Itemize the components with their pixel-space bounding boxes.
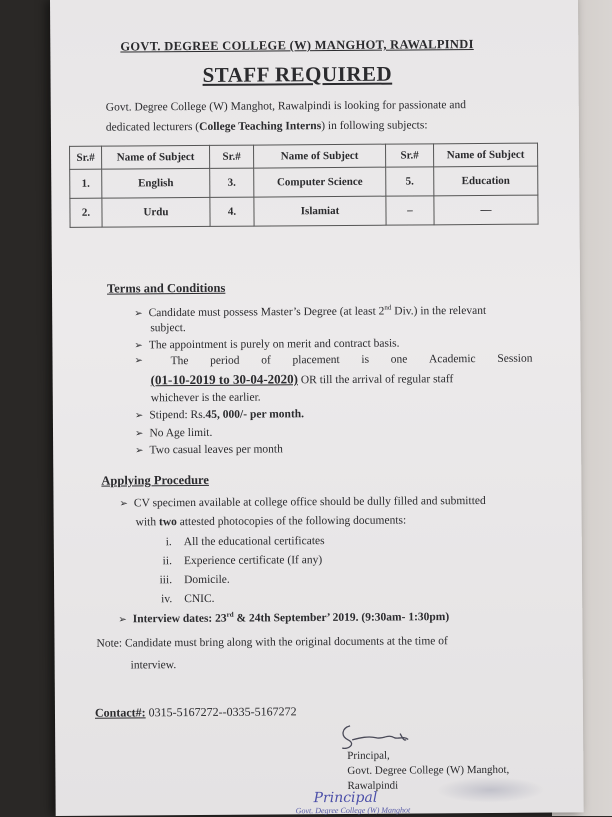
terms-word: The bbox=[170, 355, 189, 368]
table-header-cell: Name of Subject bbox=[102, 145, 210, 169]
stipend-amount: 45, 000/- per month. bbox=[205, 408, 305, 421]
terms-text: Div.) in the relevant bbox=[391, 304, 487, 318]
terms-word: period bbox=[210, 354, 240, 367]
table-row bbox=[70, 195, 538, 227]
contact-label: Contact#: bbox=[94, 705, 146, 720]
doc-text: Experience certificate (If any) bbox=[183, 554, 323, 568]
doc-text: All the educational certificates bbox=[183, 535, 325, 549]
doc-number: ii. bbox=[162, 555, 172, 568]
table-cell: 4. bbox=[210, 197, 254, 226]
principal-stamp: Principal bbox=[313, 789, 378, 807]
terms-word: is bbox=[361, 353, 370, 366]
terms-item-stipend bbox=[135, 408, 304, 421]
intro-bold-role: College Teaching Interns bbox=[199, 120, 322, 133]
table-header-cell: Sr.# bbox=[386, 144, 434, 167]
procedure-text: attested photocopies of the following documents: bbox=[176, 514, 407, 529]
interview-text: & 24th September’ 2019. (9:30am- 1:30pm) bbox=[233, 611, 450, 625]
contact-numbers: 0315-5167272--0335-5167272 bbox=[145, 704, 297, 720]
college-header: GOVT. DEGREE COLLEGE (W) MANGHOT, RAWALPINDI bbox=[120, 37, 474, 54]
table-header-cell: Name of Subject bbox=[254, 144, 386, 168]
terms-word: Session bbox=[497, 352, 533, 365]
doc-number: i. bbox=[165, 536, 172, 549]
table-cell: 2. bbox=[70, 198, 102, 227]
doc-item bbox=[142, 593, 214, 606]
terms-item-merit bbox=[134, 338, 399, 352]
doc-number: iii. bbox=[159, 574, 173, 587]
note-line-2: interview. bbox=[130, 659, 177, 672]
note-line-1: Note: Candidate must bring along with the original documents at the time of bbox=[96, 635, 448, 650]
terms-word: Academic bbox=[428, 353, 476, 366]
doc-item bbox=[142, 554, 322, 567]
terms-word: of bbox=[261, 354, 271, 367]
arrow-bullet-icon: ➢ bbox=[135, 445, 144, 457]
table-row bbox=[70, 166, 538, 198]
contact-line bbox=[95, 704, 297, 720]
terms-text: No Age limit. bbox=[149, 426, 213, 440]
terms-text: OR till the arrival of regular staff bbox=[297, 373, 454, 387]
procedure-text: CV specimen available at college office should be dully filled and submitted bbox=[133, 494, 486, 510]
terms-text: Stipend: Rs. bbox=[149, 408, 206, 422]
signatory-title: Principal, bbox=[347, 749, 390, 762]
intro-line-1: Govt. Degree College (W) Manghot, Rawalpindi is looking for passionate and bbox=[105, 99, 467, 114]
table-header-cell: Sr.# bbox=[70, 146, 102, 169]
redacted-area bbox=[435, 777, 545, 804]
table-cell: Urdu bbox=[102, 197, 210, 227]
table-cell: Education bbox=[434, 166, 538, 196]
terms-text: The appointment is purely on merit and contract basis. bbox=[148, 337, 400, 352]
table-cell: Islamiat bbox=[254, 196, 386, 226]
table-cell: 3. bbox=[210, 168, 254, 197]
subjects-table bbox=[69, 143, 539, 228]
arrow-bullet-icon: ➢ bbox=[134, 308, 143, 320]
signatory-city: Rawalpindi bbox=[347, 779, 399, 792]
table-cell: 1. bbox=[70, 169, 102, 198]
arrow-bullet-icon: ➢ bbox=[119, 498, 128, 510]
arrow-bullet-icon: ➢ bbox=[134, 340, 143, 352]
doc-number: iv. bbox=[161, 593, 173, 606]
superscript: rd bbox=[226, 610, 234, 619]
page-title: STAFF REQUIRED bbox=[202, 61, 393, 87]
terms-item-degree bbox=[134, 303, 486, 319]
terms-item-session bbox=[134, 353, 532, 368]
terms-item-session-dates bbox=[151, 370, 454, 388]
terms-text: Candidate must possess Master’s Degree (at least 2 bbox=[148, 305, 385, 320]
table-cell: — bbox=[434, 195, 538, 225]
table-header-cell: Name of Subject bbox=[434, 143, 538, 167]
terms-text: Two casual leaves per month bbox=[149, 443, 283, 457]
table-cell: Computer Science bbox=[254, 167, 386, 197]
doc-text: CNIC. bbox=[184, 592, 215, 606]
table-header-row bbox=[70, 143, 538, 169]
table-header-cell: Sr.# bbox=[210, 145, 254, 168]
intro-text-end: ) in following subjects: bbox=[321, 119, 428, 133]
intro-line-2 bbox=[106, 119, 428, 133]
procedure-heading: Applying Procedure bbox=[101, 472, 209, 488]
arrow-bullet-icon: ➢ bbox=[134, 428, 144, 440]
terms-word: one bbox=[390, 353, 408, 366]
doc-text: Domicile. bbox=[184, 573, 230, 587]
procedure-item-cv-cont bbox=[136, 515, 407, 529]
superscript: nd bbox=[384, 303, 392, 312]
terms-item-leaves bbox=[135, 443, 283, 456]
terms-word: placement bbox=[292, 353, 340, 367]
stamp-subtext: Govt. Degree College (W) Manghot bbox=[295, 805, 411, 816]
doc-item bbox=[142, 574, 230, 587]
session-dates: (01-10-2019 to 30-04-2020) bbox=[150, 371, 299, 388]
terms-item-session-end: whichever is the earlier. bbox=[150, 391, 261, 405]
procedure-bold: two bbox=[158, 516, 177, 529]
table-cell: 5. bbox=[386, 167, 434, 196]
doc-item bbox=[142, 535, 325, 548]
table-cell: English bbox=[102, 168, 210, 198]
procedure-text: with bbox=[135, 516, 160, 529]
document-page bbox=[50, 0, 584, 816]
interview-text: Interview dates: 23 bbox=[132, 612, 227, 626]
terms-heading: Terms and Conditions bbox=[106, 280, 226, 296]
table-cell: – bbox=[386, 196, 434, 225]
arrow-bullet-icon: ➢ bbox=[134, 410, 144, 422]
terms-item-degree-cont: subject. bbox=[150, 322, 186, 335]
procedure-item-cv bbox=[119, 495, 485, 510]
arrow-bullet-icon: ➢ bbox=[134, 355, 143, 367]
arrow-bullet-icon: ➢ bbox=[118, 614, 127, 626]
terms-item-age bbox=[135, 427, 212, 440]
interview-dates bbox=[118, 609, 449, 625]
signatory-college: Govt. Degree College (W) Manghot, bbox=[347, 763, 510, 777]
intro-text: dedicated lecturers ( bbox=[105, 120, 200, 134]
